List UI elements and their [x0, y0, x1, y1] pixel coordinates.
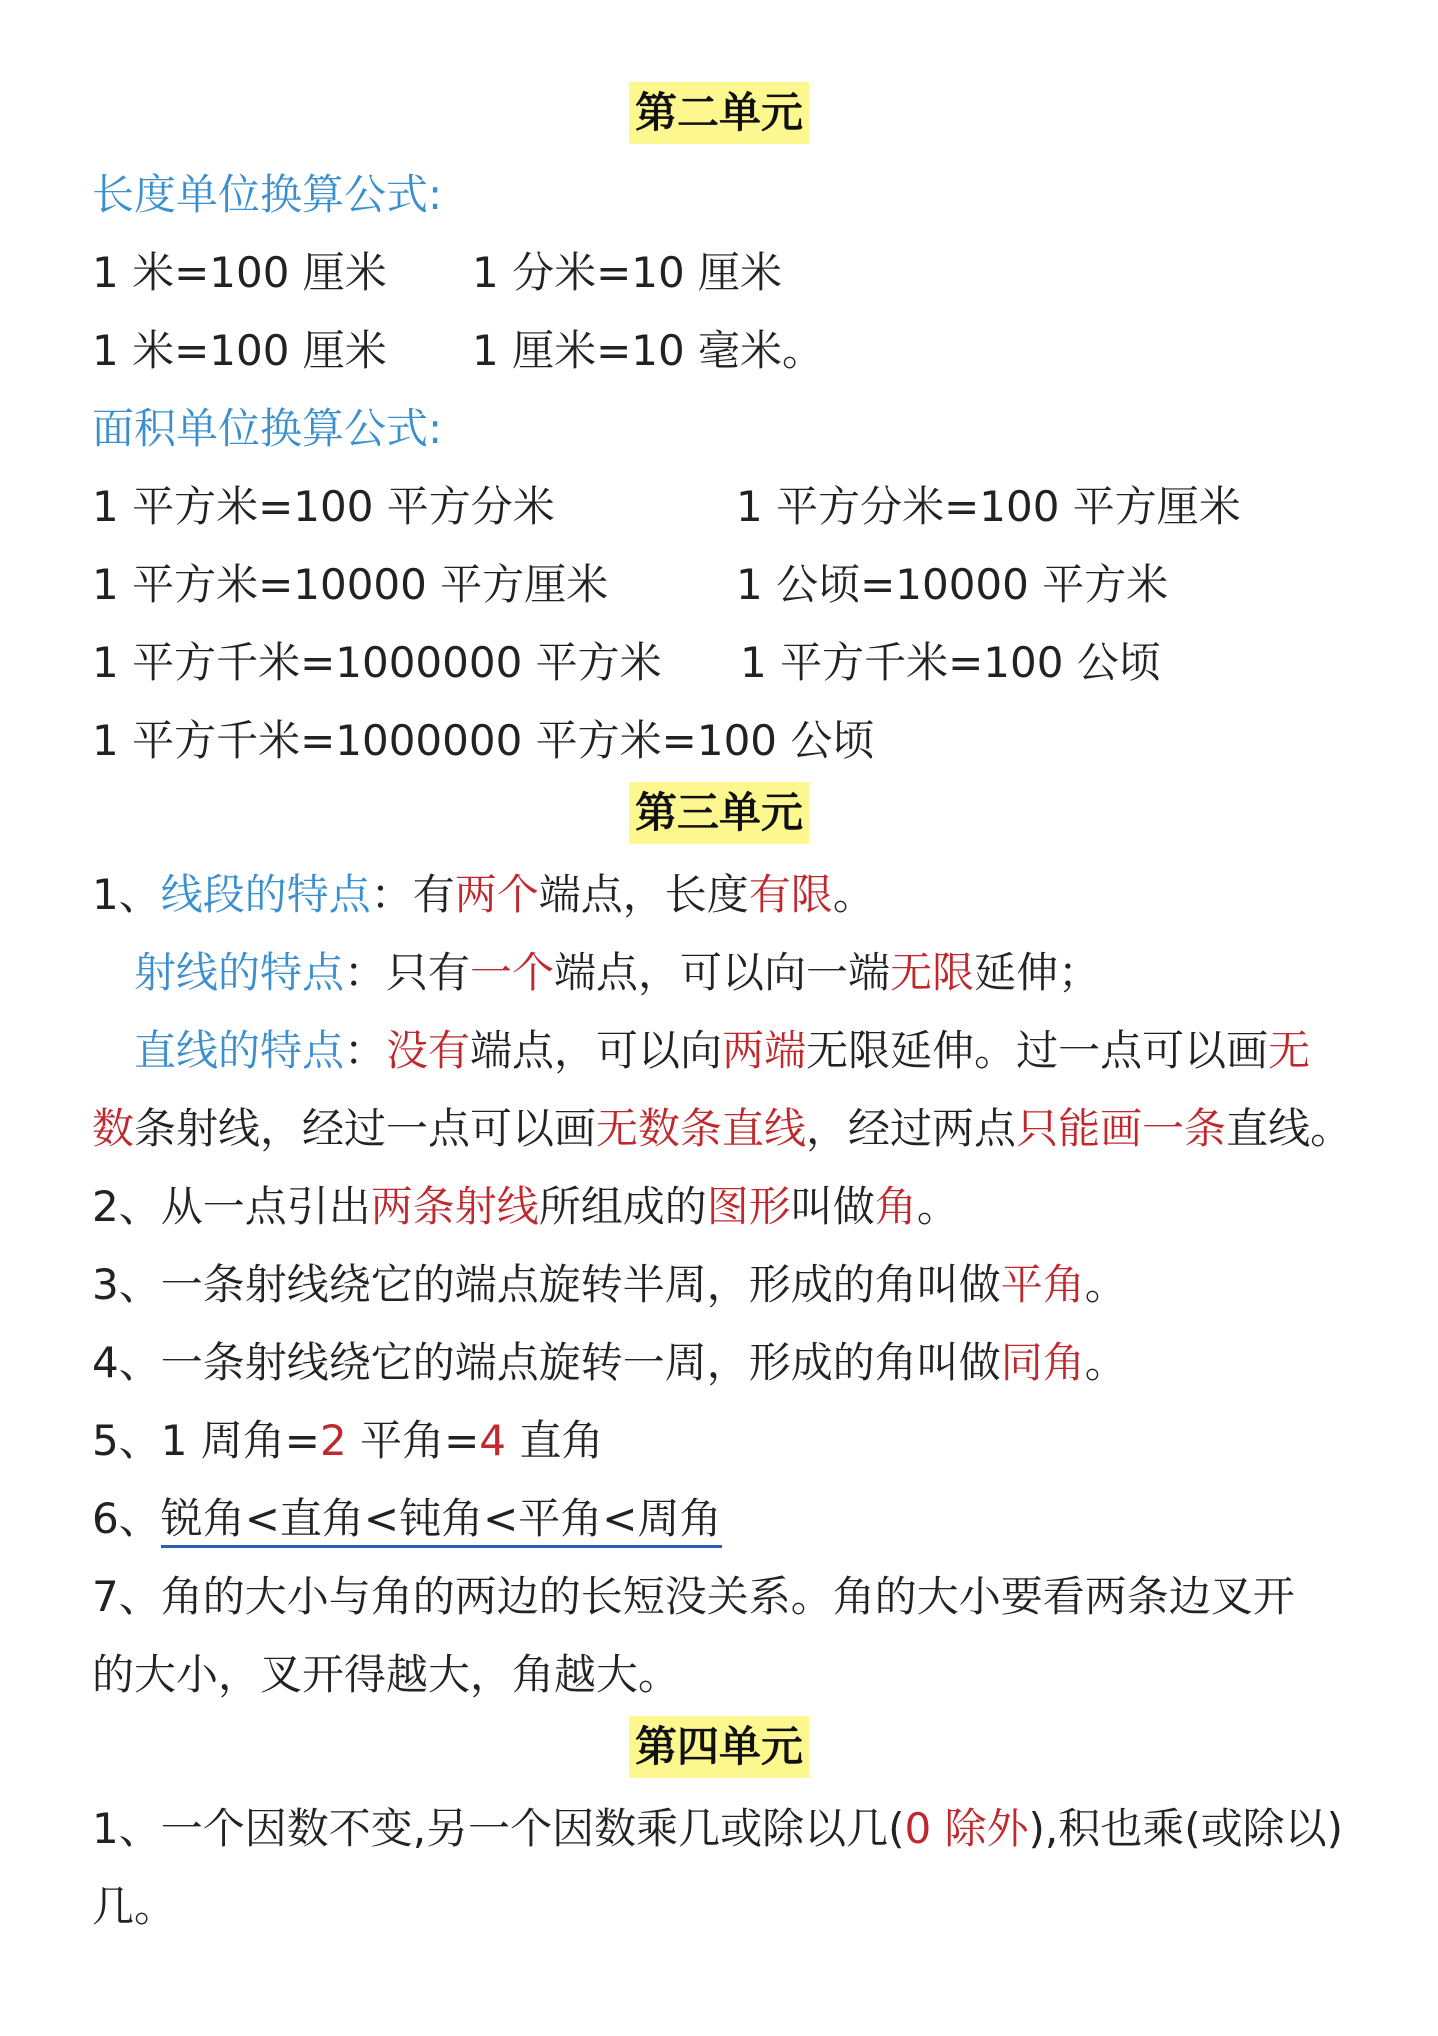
u3-p2-text-c: 叫做 [790, 1182, 875, 1231]
u3-p1d-highlight-b: 无数条直线 [596, 1104, 807, 1153]
unit2-heading: 第二单元 [629, 82, 809, 144]
u3-p2-highlight-b: 图形 [706, 1182, 791, 1231]
area-row-3 [92, 630, 1161, 696]
u3-p1d-line [92, 1096, 1352, 1162]
segment-term: 线段的特点 [160, 870, 371, 919]
unit4-heading: 第四单元 [629, 1716, 809, 1778]
area-row-1 [92, 474, 1241, 540]
u3-p1c-line [134, 1018, 1310, 1084]
u4-p1-text-b: ),积也乘(或除以) [1028, 1804, 1344, 1853]
u3-p6-line [92, 1486, 722, 1552]
u3-p1c-text-c: 无限延伸。过一点可以画 [806, 1026, 1269, 1075]
u4-p1-line-1 [92, 1796, 1343, 1862]
length-row-2-right: 1 厘米=10 毫米。 [472, 326, 825, 375]
unit4-heading-row [0, 1716, 1438, 1786]
area-row-2 [92, 552, 1169, 618]
u3-p1b-line [134, 940, 1100, 1006]
length-title: 长度单位换算公式: [92, 170, 443, 219]
u3-p1b-text-c: 延伸； [974, 948, 1101, 997]
u3-p2-text-d: 。 [916, 1182, 959, 1231]
area-last-row: 1 平方千米=1000000 平方米=100 公顷 [92, 716, 875, 765]
u3-p1c-highlight-c: 无 [1268, 1026, 1311, 1075]
u3-p1b-highlight-a: 一个 [470, 948, 555, 997]
u3-p4-highlight: 同角 [1000, 1338, 1085, 1387]
u3-p5-text-b: 平角= [346, 1416, 480, 1465]
u3-p1-text-c: 。 [832, 870, 875, 919]
ray-term: 射线的特点 [134, 948, 345, 997]
unit3-heading-row [0, 782, 1438, 852]
area-row-1-left: 1 平方米=100 平方分米 [92, 482, 555, 531]
u3-p3-highlight: 平角 [1000, 1260, 1085, 1309]
u3-p1b-text-a: ：只有 [344, 948, 471, 997]
length-row-1-left: 1 米=100 厘米 [92, 248, 387, 297]
u3-p7-line-2: 的大小，叉开得越大，角越大。 [92, 1650, 681, 1699]
u3-p2-highlight-c: 角 [874, 1182, 917, 1231]
u4-p1-highlight: 0 除外 [904, 1804, 1029, 1853]
area-title: 面积单位换算公式: [92, 404, 443, 453]
u3-p1-text-a: ：有 [370, 870, 455, 919]
u3-p1-line [92, 862, 875, 928]
u3-p1d-highlight-c: 只能画一条 [1016, 1104, 1227, 1153]
u3-p2-text-b: 所组成的 [538, 1182, 707, 1231]
u3-p5-text-c: 直角 [506, 1416, 604, 1465]
u3-p1d-highlight-a: 数 [92, 1104, 135, 1153]
u3-p5-highlight-b: 4 [479, 1416, 507, 1465]
u3-p5-text-a: 5、1 周角= [92, 1416, 320, 1465]
u3-p7-line-1: 7、角的大小与角的两边的长短没关系。角的大小要看两条边叉开 [92, 1572, 1295, 1621]
u3-p3-line [92, 1252, 1127, 1318]
u3-p1b-text-b: 端点，可以向一端 [554, 948, 891, 997]
area-row-3-right: 1 平方千米=100 公顷 [740, 638, 1161, 687]
u3-p2-highlight-a: 两条射线 [370, 1182, 539, 1231]
u3-p1c-text-b: 端点，可以向 [470, 1026, 723, 1075]
u3-p5-line [92, 1408, 603, 1474]
area-row-1-right: 1 平方分米=100 平方厘米 [736, 482, 1241, 531]
u3-p1d-text-c: 直线。 [1226, 1104, 1353, 1153]
u3-p1c-highlight-a: 没有 [386, 1026, 471, 1075]
u3-p1-highlight-b: 有限 [748, 870, 833, 919]
u3-p2-line [92, 1174, 959, 1240]
area-row-2-left: 1 平方米=10000 平方厘米 [92, 560, 609, 609]
line-term: 直线的特点 [134, 1026, 345, 1075]
area-row-2-right: 1 公顷=10000 平方米 [736, 560, 1169, 609]
u3-p1d-text-b: ，经过两点 [806, 1104, 1017, 1153]
unit3-heading: 第三单元 [629, 782, 809, 844]
u3-p1d-text-a: 条射线，经过一点可以画 [134, 1104, 597, 1153]
area-row-3-left: 1 平方千米=1000000 平方米 [92, 638, 662, 687]
unit2-heading-row [0, 82, 1438, 152]
length-row-2-left: 1 米=100 厘米 [92, 326, 387, 375]
u3-p1-highlight-a: 两个 [454, 870, 539, 919]
u3-p1b-highlight-b: 无限 [890, 948, 975, 997]
length-row-2 [92, 318, 825, 384]
u3-p1c-text-a: ： [344, 1026, 387, 1075]
u3-p5-highlight-a: 2 [320, 1416, 347, 1465]
length-row-1-right: 1 分米=10 厘米 [472, 248, 783, 297]
u3-p1-text-b: 端点，长度 [538, 870, 749, 919]
u3-p3-text-b: 。 [1084, 1260, 1127, 1309]
u3-p1-number: 1、 [92, 870, 161, 919]
u3-p6-number: 6、 [92, 1494, 161, 1543]
length-row-1 [92, 240, 783, 306]
angle-order: 锐角<直角<钝角<平角<周角 [161, 1494, 722, 1548]
u4-p1-text-a: 1、一个因数不变,另一个因数乘几或除以几( [92, 1804, 905, 1853]
u3-p4-text-b: 。 [1084, 1338, 1127, 1387]
u3-p4-text-a: 4、一条射线绕它的端点旋转一周，形成的角叫做 [92, 1338, 1001, 1387]
u3-p2-text-a: 2、从一点引出 [92, 1182, 371, 1231]
u3-p1c-highlight-b: 两端 [722, 1026, 807, 1075]
u3-p3-text-a: 3、一条射线绕它的端点旋转半周，形成的角叫做 [92, 1260, 1001, 1309]
u4-p1-line-2: 几。 [92, 1882, 177, 1931]
u3-p4-line [92, 1330, 1127, 1396]
